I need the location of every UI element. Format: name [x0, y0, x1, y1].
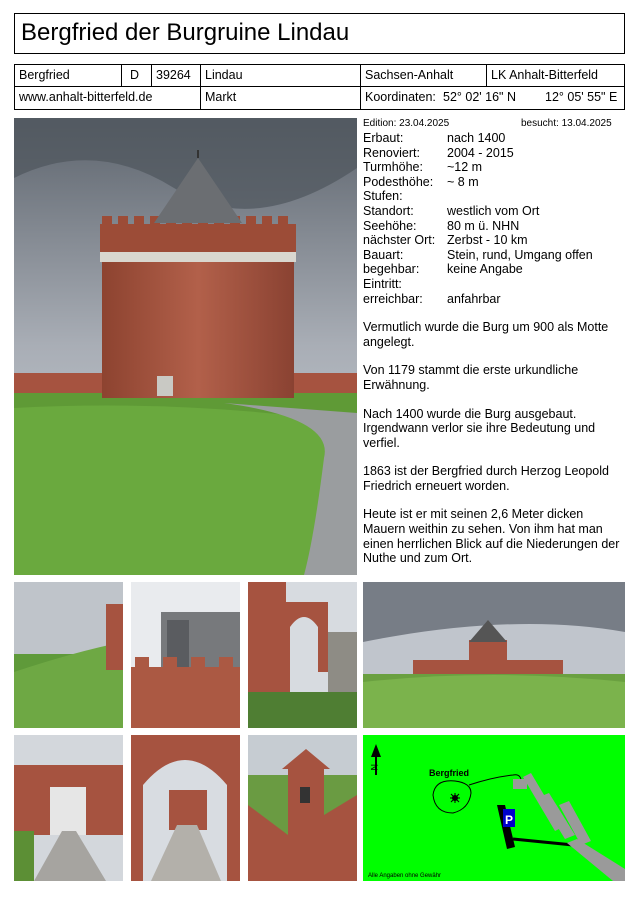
place-cell: Lindau [200, 64, 361, 87]
history-paragraph: Von 1179 stammt die erste urkundliche Erwähnung. [363, 363, 579, 392]
fact-key: Erbaut: [363, 131, 404, 145]
photo-archway [131, 735, 240, 881]
meta-row [363, 118, 625, 131]
fact-value: Zerbst - 10 km [447, 233, 528, 248]
edition-date: Edition: 23.04.2025 [363, 118, 450, 129]
history-paragraph: Nach 1400 wurde die Burg ausgebaut. Irgendwann verlor sie ihre Bedeutung und verfiel. [363, 406, 596, 450]
photo-small-tower [248, 735, 357, 881]
country-cell: D [121, 64, 152, 87]
fact-row [363, 189, 625, 204]
fact-key: Bauart: [363, 247, 404, 262]
area-cell: Markt [200, 86, 361, 110]
fact-key: Renoviert: [363, 145, 420, 160]
photo-grass-wall [14, 582, 123, 728]
website-cell: www.anhalt-bitterfeld.de [14, 86, 201, 110]
type-cell: Bergfried [14, 64, 122, 87]
info-panel [363, 118, 625, 566]
history-paragraph: 1863 ist der Bergfried durch Herzog Leopold Friedrich erneuert worden. [363, 464, 609, 493]
latitude: 52° 02' 16" N [443, 90, 516, 104]
location-map [363, 735, 625, 881]
fact-value: 80 m ü. NHN [447, 218, 520, 233]
fact-value: anfahrbar [447, 291, 501, 306]
fact-value: ~12 m [447, 160, 483, 175]
fact-value: ~ 8 m [447, 174, 479, 189]
fact-value: keine Angabe [447, 262, 523, 277]
map-label-bergfried: Bergfried [429, 768, 470, 778]
fact-row [363, 233, 625, 248]
coordinates-cell [360, 86, 625, 110]
fact-row [363, 131, 625, 146]
facts-list [363, 131, 625, 306]
tower-marker-icon [450, 793, 460, 803]
history-paragraph: Heute ist er mit seinen 2,6 Meter dicken Mauern weithin zu sehen. Von ihm hat man einen herrlichen Blick auf die Niederungen der Nuthe und zum Ort. [363, 507, 620, 566]
fact-value: Stein, rund, Umgang offen [447, 247, 593, 262]
history-text [363, 320, 625, 566]
fact-key: nächster Ort: [363, 233, 436, 248]
visited-date: besucht: 13.04.2025 [521, 118, 612, 129]
fact-key: Turmhöhe: [363, 160, 423, 175]
main-photo-tower [14, 118, 357, 575]
fact-row [363, 219, 625, 234]
photo-gate-path [14, 735, 123, 881]
fact-row [363, 175, 625, 190]
fact-row [363, 292, 625, 307]
fact-key: erreichbar: [363, 291, 423, 306]
fact-value: 2004 - 2015 [447, 145, 514, 160]
photo-castle-distance [363, 582, 625, 728]
fact-key: Podesthöhe: [363, 174, 434, 189]
history-paragraph: Vermutlich wurde die Burg um 900 als Motte angelegt. [363, 320, 609, 349]
fact-key: Eintritt: [363, 276, 402, 291]
state-cell: Sachsen-Anhalt [360, 64, 487, 87]
map-disclaimer: Alle Angaben ohne Gewähr [368, 873, 442, 879]
fact-row [363, 204, 625, 219]
longitude: 12° 05' 55" E [545, 90, 618, 104]
fact-row [363, 146, 625, 161]
fact-key: Standort: [363, 203, 414, 218]
fact-row [363, 262, 625, 277]
fact-key: begehbar: [363, 262, 420, 277]
district-cell: LK Anhalt-Bitterfeld [486, 64, 625, 87]
fact-value: westlich vom Ort [447, 203, 540, 218]
parking-label: P [505, 813, 514, 827]
coord-label: Koordinaten: [365, 90, 436, 104]
fact-value: nach 1400 [447, 131, 506, 145]
postcode-cell: 39264 [151, 64, 201, 87]
fact-row [363, 248, 625, 263]
fact-row [363, 160, 625, 175]
fact-key: Seehöhe: [363, 218, 417, 233]
north-label: N [369, 764, 379, 771]
fact-key: Stufen: [363, 189, 403, 204]
photo-parapet [131, 582, 240, 728]
fact-row [363, 277, 625, 292]
photo-arch [248, 582, 357, 728]
page-title: Bergfried der Burgruine Lindau [14, 13, 625, 54]
